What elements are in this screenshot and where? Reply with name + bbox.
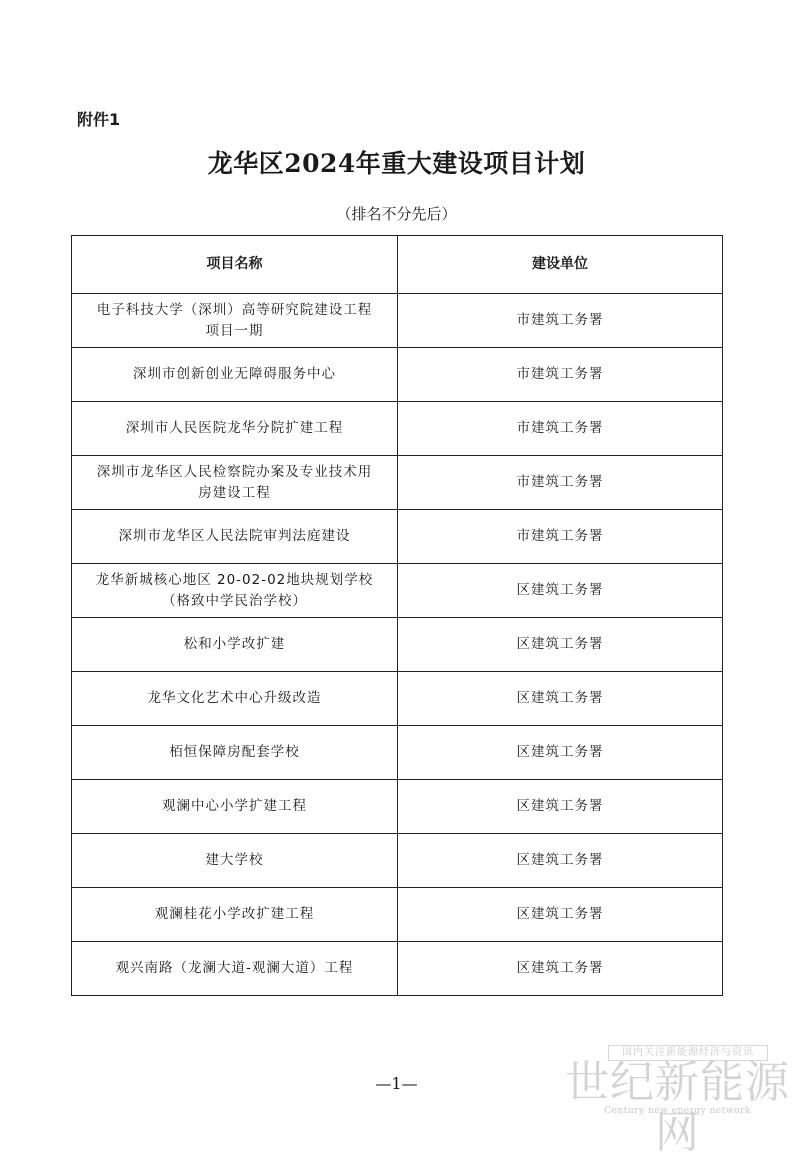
header-project-name: 项目名称 bbox=[72, 236, 398, 294]
project-name-line: 深圳市人民医院龙华分院扩建工程 bbox=[125, 420, 344, 436]
project-name-cell bbox=[72, 942, 398, 996]
project-name-cell bbox=[72, 780, 398, 834]
table-row bbox=[72, 294, 723, 348]
table-row bbox=[72, 348, 723, 402]
project-name-cell bbox=[72, 294, 398, 348]
construction-unit-cell: 区建筑工务署 bbox=[398, 942, 723, 996]
table-row bbox=[72, 456, 723, 510]
watermark-english: Century new energy network bbox=[604, 1106, 751, 1116]
construction-unit-cell: 区建筑工务署 bbox=[398, 834, 723, 888]
table-row bbox=[72, 618, 723, 672]
project-name-line: 松和小学改扩建 bbox=[183, 636, 286, 652]
construction-unit-cell: 市建筑工务署 bbox=[398, 294, 723, 348]
project-name-line: 深圳市龙华区人民法院审判法庭建设 bbox=[118, 528, 351, 544]
project-name-cell bbox=[72, 348, 398, 402]
project-name-line: 深圳市龙华区人民检察院办案及专业技术用 bbox=[96, 463, 373, 480]
document-title: 龙华区2024年重大建设项目计划 bbox=[207, 149, 586, 178]
header-construction-unit: 建设单位 bbox=[398, 236, 723, 294]
project-name-line: 房建设工程 bbox=[198, 484, 271, 501]
project-name-cell bbox=[72, 834, 398, 888]
project-name-cell bbox=[72, 564, 398, 618]
table-row bbox=[72, 780, 723, 834]
project-name-cell bbox=[72, 456, 398, 510]
attachment-label: 附件1 bbox=[77, 110, 121, 129]
construction-unit-cell: 区建筑工务署 bbox=[398, 780, 723, 834]
project-name-cell bbox=[72, 726, 398, 780]
project-name-line: 观澜桂花小学改扩建工程 bbox=[154, 906, 315, 922]
project-name-line: 项目一期 bbox=[205, 322, 264, 339]
construction-unit-cell: 区建筑工务署 bbox=[398, 564, 723, 618]
project-table bbox=[71, 235, 723, 996]
construction-unit-cell: 区建筑工务署 bbox=[398, 888, 723, 942]
project-name-line: 观兴南路（龙澜大道-观澜大道）工程 bbox=[115, 960, 354, 976]
watermark-tagline: 国内关注新能源经济与资讯 bbox=[608, 1045, 768, 1061]
construction-unit-cell: 市建筑工务署 bbox=[398, 348, 723, 402]
construction-unit-cell: 区建筑工务署 bbox=[398, 618, 723, 672]
project-name-cell bbox=[72, 888, 398, 942]
table-row bbox=[72, 888, 723, 942]
project-name-line: 龙华文化艺术中心升级改造 bbox=[147, 690, 322, 706]
project-name-line: 观澜中心小学扩建工程 bbox=[162, 798, 307, 814]
construction-unit-cell: 市建筑工务署 bbox=[398, 510, 723, 564]
table-row bbox=[72, 672, 723, 726]
table-body bbox=[72, 294, 723, 996]
table-row bbox=[72, 942, 723, 996]
project-name-line: 电子科技大学（深圳）高等研究院建设工程 bbox=[96, 301, 373, 318]
construction-unit-cell: 市建筑工务署 bbox=[398, 456, 723, 510]
project-name-cell bbox=[72, 618, 398, 672]
table-row bbox=[72, 402, 723, 456]
project-name-line: （格致中学民治学校） bbox=[162, 592, 307, 609]
construction-unit-cell: 区建筑工务署 bbox=[398, 672, 723, 726]
project-name-line: 深圳市创新创业无障碍服务中心 bbox=[133, 366, 336, 382]
table-row bbox=[72, 834, 723, 888]
table-row bbox=[72, 726, 723, 780]
table-row bbox=[72, 564, 723, 618]
table-row bbox=[72, 510, 723, 564]
watermark-brand: 世纪新能源网 bbox=[565, 1057, 790, 1158]
project-name-line: 龙华新城核心地区 20-02-02地块规划学校 bbox=[95, 571, 374, 588]
project-name-cell bbox=[72, 402, 398, 456]
construction-unit-cell: 市建筑工务署 bbox=[398, 402, 723, 456]
table-header-row bbox=[72, 236, 723, 294]
project-name-line: 栢恒保障房配套学校 bbox=[169, 744, 300, 760]
document-subtitle: （排名不分先后） bbox=[336, 205, 457, 223]
construction-unit-cell: 区建筑工务署 bbox=[398, 726, 723, 780]
project-name-line: 建大学校 bbox=[205, 852, 264, 868]
project-name-cell bbox=[72, 672, 398, 726]
project-name-cell bbox=[72, 510, 398, 564]
page-number: —1— bbox=[375, 1074, 418, 1093]
